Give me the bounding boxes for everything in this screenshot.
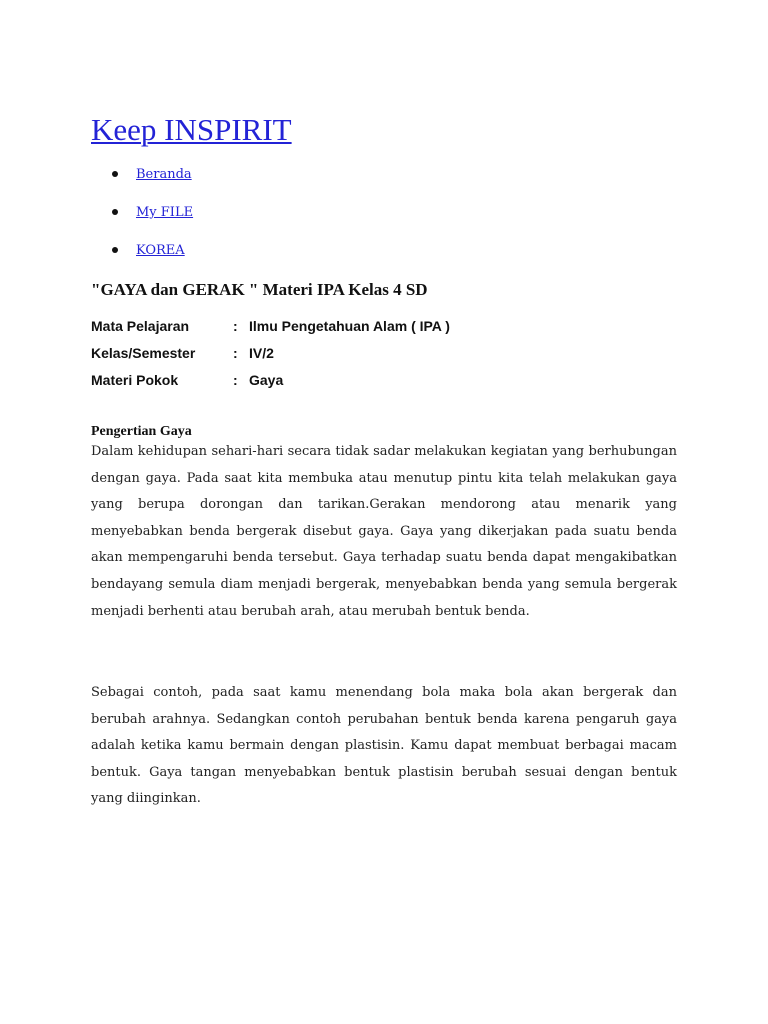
meta-separator: :	[233, 318, 238, 334]
site-title-link[interactable]: Keep INSPIRIT	[91, 112, 292, 147]
meta-key: Mata Pelajaran	[91, 318, 190, 334]
post-title: "GAYA dan GERAK " Materi IPA Kelas 4 SD	[91, 280, 428, 299]
nav-item-my-file	[91, 202, 193, 240]
meta-separator: :	[233, 372, 238, 388]
nav-link-my-file[interactable]: My FILE	[136, 205, 194, 220]
body-paragraph: Sebagai contoh, pada saat kamu menendang bola maka bola akan bergerak dan berubah arahnya. Sedangkan contoh perubahan bentuk benda karena pengaruh gaya adalah ketika kamu bermain dengan plastisin. Kamu dapat membuat berbagai macam bentuk. Gaya tangan menyebabkan bentuk plastisin berubah sesuai dengan bentuk yang diinginkan.	[91, 685, 677, 807]
body-paragraph: Dalam kehidupan sehari-hari secara tidak sadar melakukan kegiatan yang berhubungan dengan gaya. Pada saat kita membuka atau menutup pintu kita telah melakukan gaya yang berupa dorongan dan tarikan.Gerakan mendorong atau menarik yang menyebabkan benda bergerak disebut gaya. Gaya yang dikerjakan pada suatu benda akan mempengaruhi benda tersebut. Gaya terhadap suatu benda dapat mengakibatkan bendayang semula diam menjadi bergerak, menyebabkan benda yang semula bergerak menjadi berhenti atau berubah arah, atau merubah bentuk benda.	[91, 444, 677, 619]
nav-link-korea[interactable]: KOREA	[136, 243, 185, 258]
section-title: Pengertian Gaya	[91, 424, 192, 439]
meta-key: Kelas/Semester	[91, 345, 196, 361]
meta-value: Ilmu Pengetahuan Alam ( IPA )	[249, 318, 450, 334]
document-page	[91, 0, 677, 1024]
meta-value: IV/2	[249, 345, 274, 361]
bullet-icon	[112, 171, 118, 177]
meta-value: Gaya	[249, 372, 284, 388]
meta-key: Materi Pokok	[91, 372, 179, 388]
nav-item-beranda	[91, 164, 193, 202]
bullet-icon	[112, 209, 118, 215]
bullet-icon	[112, 247, 118, 253]
nav-item-korea	[91, 240, 193, 278]
meta-separator: :	[233, 345, 238, 361]
nav-list	[91, 164, 193, 278]
nav-link-beranda[interactable]: Beranda	[136, 167, 192, 182]
